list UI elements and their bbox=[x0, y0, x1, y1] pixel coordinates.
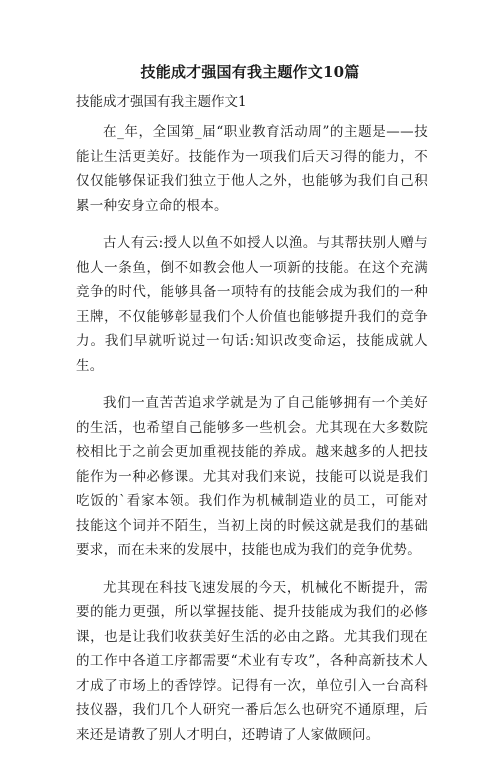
document-title: 技能成才强国有我主题作文10篇 bbox=[140, 63, 360, 81]
paragraph-4: 尤其现在科技飞速发展的今天，机械化不断提升，需要的能力更强，所以掌握技能、提升技能成为我们的必修课，也是让我们收获美好生活的必由之路。尤其我们现在的工作中各道工序都需要“术业有专攻”，各种高新技术人才成了市场上的香饽饽。记得有一次，单位引入一台高科技仪器，我们几个人研究一番后怎么也研究不通原理，后来还是请教了别人才明白，还聘请了人家做顾问。 bbox=[76, 579, 428, 743]
paragraph-1: 在_年，全国第_届“职业教育活动周”的主题是——技能让生活更美好。技能作为一项我们后天习得的能力，不仅仅能够保证我们独立于他人之外，也能够为我们自己积累一种安身立命的根本。 bbox=[76, 124, 428, 214]
paragraph-3: 我们一直苦苦追求学就是为了自己能够拥有一个美好的生活，也希望自己能够多一些机会。尤其现在大多数院校相比于之前会更加重视技能的养成。越来越多的人把技能作为一种必修课。尤其对我们来说，技能可以说是我们吃饭的`看家本领。我们作为机械制造业的员工，可能对技能这个词并不陌生，当初上岗的时候这就是我们的基础要求，而在未来的发展中，技能也成为我们的竞争优势。 bbox=[76, 395, 428, 558]
paragraph-2: 古人有云:授人以鱼不如授人以渔。与其帮扶别人赠与他人一条鱼，倒不如教会他人一项新的技能。在这个充满竞争的时代，能够具备一项特有的技能会成为我们的一种王牌，不仅能够彰显我们个人价值也能够提升我们的竞争力。我们早就听说过一句话:知识改变命运，技能成就人生。 bbox=[76, 235, 428, 374]
document-body bbox=[76, 120, 428, 760]
document-subtitle: 技能成才强国有我主题作文1 bbox=[76, 94, 247, 110]
